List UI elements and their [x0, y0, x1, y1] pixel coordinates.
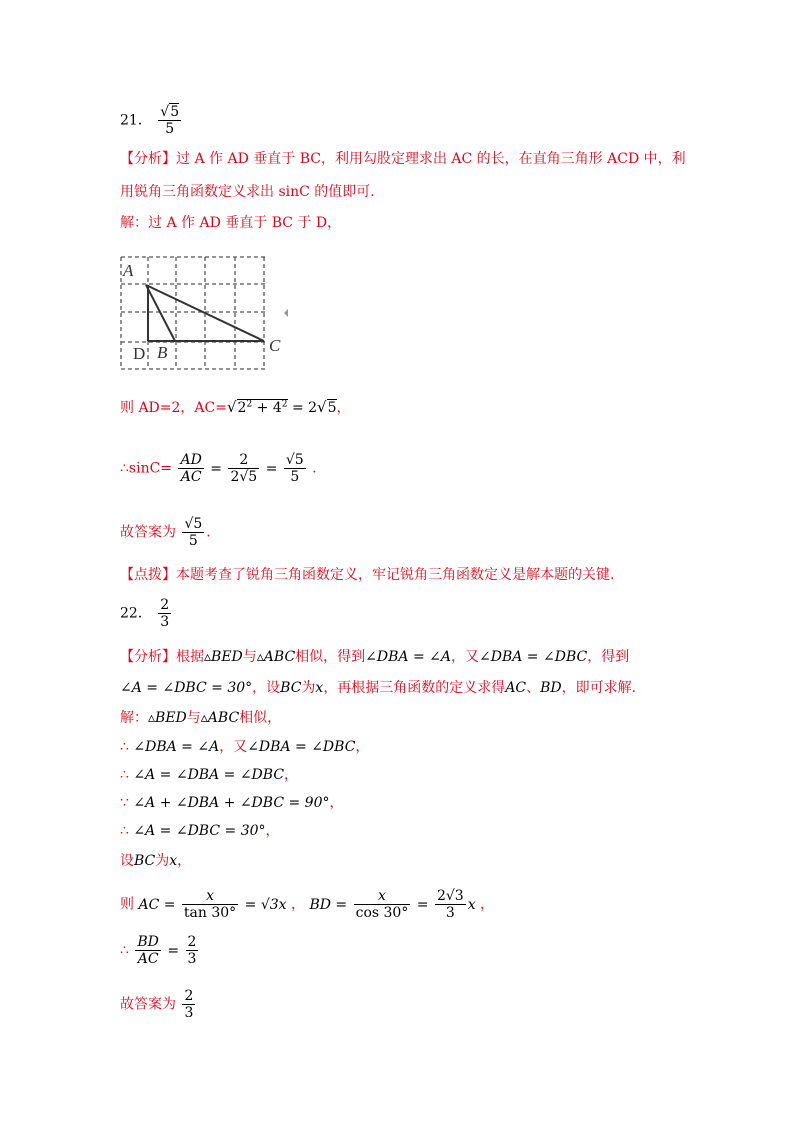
q22-analysis-line2: ∠A = ∠DBC = 30°，设BC为x，再根据三角函数的定义求得AC、BD，即可求解. [120, 680, 637, 696]
q21-answer-summary-frac: $\frac{√5}{5}$ [184, 516, 203, 550]
label-a: A [123, 261, 134, 280]
q22-solution-line7: 则 AC = $\frac{x}{\tan 30^\circ}$ = √3x ， BD = $\frac{x}{\cos 30^\circ}$ = $\frac{2√3}{3}$ x ， [120, 888, 495, 922]
q21-answer-num: 5 [170, 104, 180, 120]
q22-solution-line4: ∵ ∠A + ∠DBA + ∠DBC = 90°， [120, 795, 344, 811]
q22-number: 22． [120, 605, 152, 622]
q21-analysis-tag: 【分析】 [120, 151, 176, 167]
q21-calc2-frac2: $\frac{2}{2√5}$ [230, 452, 258, 486]
q21-comment-tag: 【点拨】 [120, 567, 176, 583]
q21-answer-den: 5 [165, 121, 175, 138]
q21-figure [118, 254, 293, 374]
q21-calc1: 则 AD=2，$AC=√2^2 + 4^2 = 2√5$， [120, 398, 351, 416]
q21-answer-summary: 故答案为 $\frac{√5}{5}$ . [120, 516, 211, 550]
q22-ratio-result-frac: $\frac{2}{3}$ [187, 934, 197, 968]
q22-solution-line8: ∴ $\frac{BD}{AC}$ = $\frac{2}{3}$ [120, 934, 197, 968]
q22-ac-frac: $\frac{x}{\tan 30^\circ}$ [183, 888, 237, 922]
q21-answer-fraction: $\frac{√5}{5}$ [160, 104, 180, 138]
q21-calc2-frac3: $\frac{√5}{5}$ [285, 452, 304, 486]
label-b: B [157, 343, 168, 362]
q22-solution-line3: ∴ ∠A = ∠DBA = ∠DBC， [120, 767, 299, 783]
q22-bd-result-frac: $\frac{2√3}{3}$ [436, 888, 464, 922]
q22-answer-fraction: $\frac{2}{3}$ [160, 597, 170, 631]
q21-calc1-prefix: 则 AD=2，AC= [120, 400, 227, 416]
label-d: D [133, 344, 146, 363]
q21-calc2-prefix: ∴sinC= [120, 460, 173, 477]
q22-solution-line1: 解：▵BED与▵ABC相似， [120, 710, 282, 726]
label-c: C [269, 336, 281, 355]
q21-calc1-expr: $√2^2 + 4^2 = 2√5$ [226, 398, 337, 416]
q21-analysis-text1: 过 A 作 AD 垂直于 BC，利用勾股定理求出 AC 的长，在直角三角形 ACD 中，利 [176, 151, 686, 167]
q22-solution-line6: 设BC为x， [120, 853, 192, 869]
q21-number: 21． [120, 112, 152, 129]
q22-solution-line2: ∴ ∠DBA = ∠A，又∠DBA = ∠DBC， [120, 739, 370, 755]
q22-bd-frac: $\frac{x}{\cos 30^\circ}$ [355, 888, 409, 922]
small-marker-icon [284, 309, 288, 317]
q21-comment-text: 本题考查了锐角三角函数定义，牢记锐角三角函数定义是解本题的关键. [176, 567, 615, 583]
q21-solution-line: 解：过 A 作 AD 垂直于 BC 于 D， [120, 215, 342, 231]
q22-ratio-frac: $\frac{BD}{AC}$ [137, 934, 159, 968]
q21-analysis-line1 [120, 152, 686, 166]
q21-calc2: ∴sinC= $\frac{AD}{AC}$ = $\frac{2}{2√5}$ = $\frac{√5}{5}$ . [120, 452, 317, 486]
q22-answer-summary: 故答案为 $\frac{2}{3}$ [120, 988, 194, 1022]
q21-calc2-frac1: $\frac{AD}{AC}$ [180, 452, 202, 486]
q22-solution-line5: ∴ ∠A = ∠DBC = 30°， [120, 823, 280, 839]
q21-analysis-line2: 用锐角三角函数定义求出 sinC 的值即可. [120, 184, 375, 200]
q22-analysis-line1: 【分析】根据▵BED与▵ABC相似，得到∠DBA = ∠A，又∠DBA = ∠DBC，得到 [120, 649, 630, 665]
q21-comment [120, 568, 614, 582]
q21-answer-line [120, 104, 183, 137]
q22-answer-summary-frac: $\frac{2}{3}$ [184, 988, 194, 1022]
q22-answer-line [120, 597, 173, 630]
